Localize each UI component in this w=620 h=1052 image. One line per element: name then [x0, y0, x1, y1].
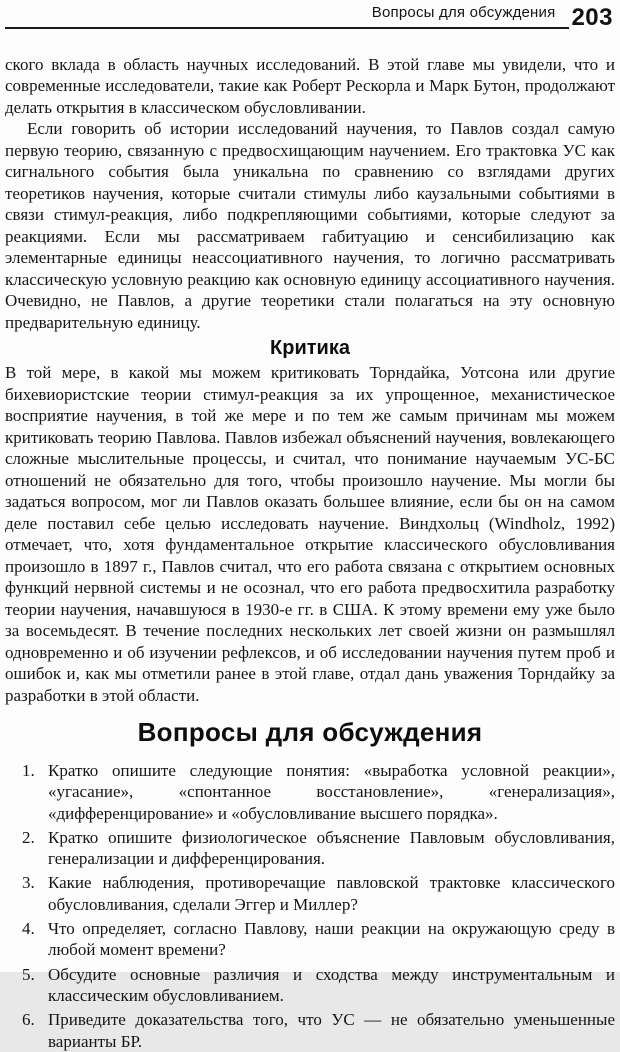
running-head	[5, 2, 615, 29]
question-item-6	[5, 1009, 615, 1052]
question-text: Приведите доказательства того, что УС — не обязательно уменьшенные варианты БР.	[48, 1010, 615, 1051]
question-item-5	[5, 964, 615, 1007]
question-item-2	[5, 827, 615, 870]
running-head-rule	[5, 2, 569, 29]
question-number: 2.	[22, 827, 35, 847]
questions-list	[5, 760, 615, 1052]
question-number: 6.	[22, 1010, 35, 1030]
question-item-1	[5, 760, 615, 824]
question-text: Что определяет, согласно Павлову, наши реакции на окружающую среду в любой момент времени?	[48, 919, 615, 960]
critique-heading: Критика	[270, 337, 350, 359]
page-number: 203	[571, 3, 613, 31]
running-head-title: Вопросы для обсуждения	[371, 4, 556, 21]
paragraph-history: Если говорить об истории исследований научения, то Павлов создал самую первую теорию, связанную с предвосхищающим научением. Его трактовка УС как сигнального события была уникальна по сравнению со взглядами других теоретиков научения, которые считали стимулы либо каузальными событиями в связи стимул-реакция, либо подкрепляющими событиями, которые следуют за реакциями. Если мы рассматриваем габитуацию и сенсибилизацию как элементарные единицы неассоциативного научения, то логично рассматривать классическую условную реакцию как основную единицу ассоциативного научения. Очевидно, не Павлов, а другие теоретики стали полагаться на эту основную предварительную единицу.	[5, 119, 615, 332]
question-text: Кратко опишите следующие понятия: «выработка условной реакции», «угасание», «спонтанное восстановление», «генерализация», «дифференцирование» и «обусловливание высшего порядка».	[48, 761, 615, 823]
paragraph-continued: ского вклада в область научных исследований. В этой главе мы увидели, что и современные исследователи, такие как Роберт Рескорла и Марк Бутон, продолжают делать открытия в классическом обусловливании.	[5, 54, 615, 117]
questions-heading: Вопросы для обсуждения	[137, 717, 483, 747]
question-number: 1.	[22, 761, 35, 780]
critique-paragraph: В той мере, в какой мы можем критиковать Торндайка, Уотсона или другие бихевиористские теории стимул-реакция за их упрощенное, механистическое восприятие научения, в той же мере и по тем же самым причинам мы можем критиковать теорию Павлова. Павлов избежал объяснений научения, вовлекающего сложные мыслительные процессы, и считал, что понимание научаемым УС-БС отношений не обязательно для того, чтобы произошло научение. Мы могли бы задаться вопросом, мог ли Павлов оказать большее влияние, если бы он на самом деле поставил себе целью исследовать научение. Виндхольц (Windholz, 1992) отмечает, что, хотя фундаментальное открытие классического обусловливания произошло в 1897 г., Павлов считал, что его работа связана с открытием основных функций нервной системы и не осознал, что его работа предвосхитила разработку теории научения, начавшуюся в 1930-е гг. в США. К этому времени ему уже было за восемьдесят. В течение последних нескольких лет своей жизни он размышлял одновременно и об изучении рефлексов, и об исследовании научения путем проб и ошибок и, как мы отметили ранее в этой главе, отдал дань уважения Торндайку за разработки в этой области.	[5, 363, 615, 705]
question-text: Какие наблюдения, противоречащие павловской трактовке классического обусловливания, сделали Эггер и Миллер?	[48, 873, 615, 914]
question-number: 4.	[22, 919, 35, 939]
question-item-3	[5, 872, 615, 915]
question-text: Обсудите основные различия и сходства между инструментальным и классическим обусловливанием.	[48, 964, 615, 1005]
question-number: 5.	[22, 964, 35, 984]
question-item-4	[5, 918, 615, 961]
question-text: Кратко опишите физиологическое объяснение Павловым обусловливания, генерализации и дифференцирования.	[48, 827, 615, 869]
question-number: 3.	[22, 873, 35, 893]
